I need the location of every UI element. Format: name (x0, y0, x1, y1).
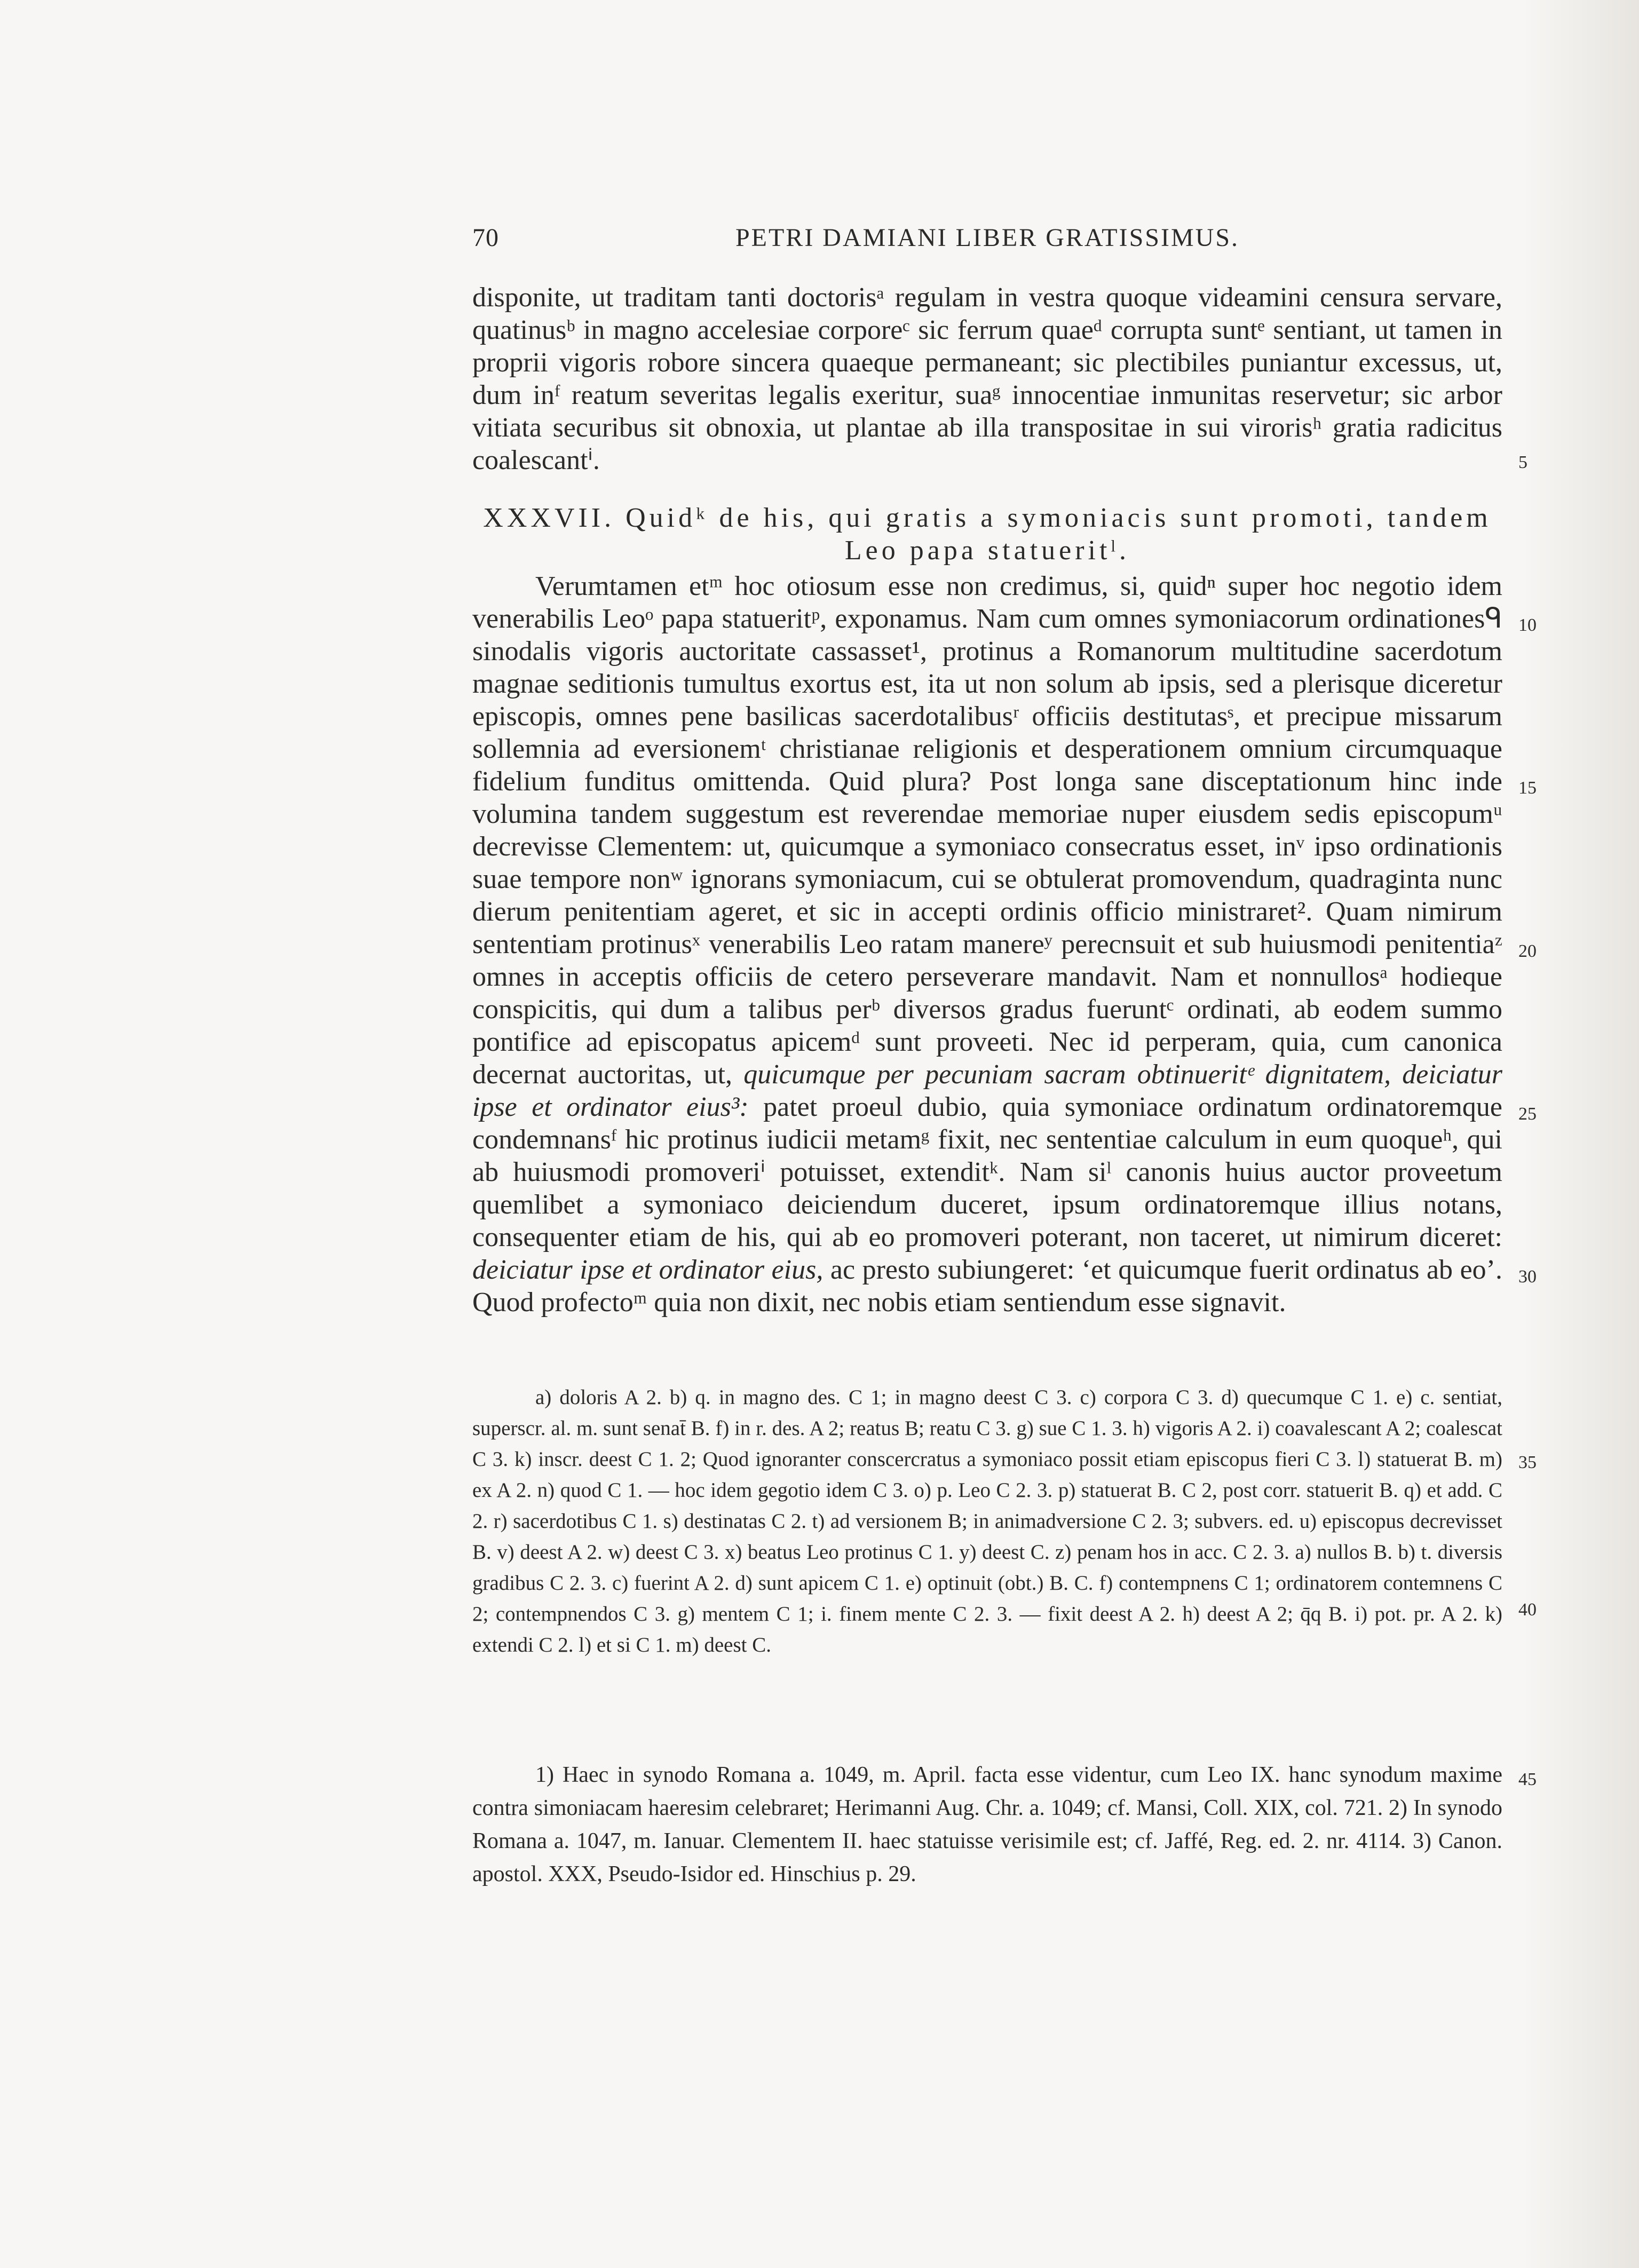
paragraph-2 (472, 570, 1502, 1319)
page-header (472, 223, 1502, 260)
running-title: PETRI DAMIANI LIBER GRATISSIMUS. (735, 224, 1240, 252)
line-number: 20 (1518, 941, 1537, 961)
paragraph-1 (472, 281, 1502, 477)
line-number: 45 (1518, 1770, 1537, 1789)
line-number: 40 (1518, 1600, 1537, 1620)
page-number: 70 (472, 224, 499, 252)
line-number: 10 (1518, 615, 1537, 635)
canon-quotation-2: deiciatur ipse et ordinator eius, (472, 1255, 824, 1285)
historical-footnotes (472, 1758, 1502, 1891)
chapter-heading: XXXVII. Quidᵏ de his, qui gratis a symoniacis sunt promoti, tandem Leo papa statueritˡ. (483, 503, 1492, 566)
paragraph-2-part-b: patet proeul dubio, quia symoniace ordinatum ordinatoremque condemnansᶠ hic protinus iudicii metamᵍ fixit, nec sententiae calculum in eum quoqueʰ, qui ab huiusmodi promoveriⁱ potuisset, extenditᵏ. Nam siˡ canonis huius auctor proveetum quemlibet a symoniaco deiciendum duceret, ipsum ordinatoremque illius notans, consequenter etiam de his, qui ab eo promoveri poterant, non taceret, ut nimirum diceret: (472, 1092, 1502, 1252)
line-number: 25 (1518, 1104, 1537, 1124)
line-number: 35 (1518, 1453, 1537, 1472)
line-number: 15 (1518, 778, 1537, 798)
paragraph-2-part-a: Verumtamen etᵐ hoc otiosum esse non credimus, si, quidⁿ super hoc negotio idem venerabilis Leoᵒ papa statueritᵖ, exponamus. Nam cum omnes symoniacorum ordinationesᑫ sinodalis vigoris auctoritate cassasset¹, protinus a Romanorum multitudine sacerdotum magnae seditionis tumultus exortus est, ita ut non solum ab ipsis, sed a plerisque diceretur episcopis, omnes pene basilicas sacerdotalibusʳ officiis destitutasˢ, et precipue missarum sollemnia ad eversionemᵗ christianae religionis et desperationem omnium circumquaque fidelium funditus omittenda. Quid plura? Post longa sane disceptationum hinc inde volumina tandem suggestum est reverendae memoriae nuper eiusdem sedis episcopumᵘ decrevisse Clementem: ut, quicumque a symoniaco consecratus esset, inᵛ ipso ordinationis suae tempore nonʷ ignorans symoniacum, cui se obtulerat promovendum, quadraginta nunc dierum penitentiam ageret, et sic in accepti ordinis officio ministraret². Quam nimirum sententiam protinusˣ venerabilis Leo ratam manereʸ perecnsuit et sub huiusmodi penitentiaᶻ omnes in acceptis officiis de cetero perseverare mandavit. Nam et nonnullosᵃ hodieque conspicitis, qui dum a talibus perᵇ diversos gradus fueruntᶜ ordinati, ab eodem summo pontifice ad episcopatus apicemᵈ sunt proveeti. Nec id perperam, quia, cum canonica decernat auctoritas, ut, (472, 571, 1502, 1090)
historical-footnotes-text: 1) Haec in synodo Romana a. 1049, m. April. facta esse videntur, cum Leo IX. hanc synodum maxime contra simoniacam haeresim celebraret; Herimanni Aug. Chr. a. 1049; cf. Mansi, Coll. XIX, col. 721. 2) In synodo Romana a. 1047, m. Ianuar. Clementem II. haec statuisse verisimile est; cf. Jaffé, Reg. ed. 2. nr. 4114. 3) Canon. apostol. XXX, Pseudo-Isidor ed. Hinschius p. 29. (472, 1763, 1502, 1886)
page-edge-shadow (1522, 0, 1639, 2268)
critical-apparatus (472, 1382, 1502, 1661)
paragraph-2-part-c: ac presto subiungeret: ‘et quicumque fuerit ordinatus ab eo’. Quod profectoᵐ quia non dixit, nec nobis etiam sentiendum esse signavit. (472, 1255, 1502, 1318)
paragraph-2-text (472, 570, 1502, 1319)
line-number: 30 (1518, 1267, 1537, 1287)
paragraph-1-text: disponite, ut traditam tanti doctorisᵃ regulam in vestra quoque videamini censura servare, quatinusᵇ in magno accelesiae corporeᶜ sic ferrum quaeᵈ corrupta suntᵉ sentiant, ut tamen in proprii vigoris robore sincera quaeque permaneant; sic plectibiles puniantur excessus, ut, dum inᶠ reatum severitas legalis exeritur, suaᵍ innocentiae inmunitas reservetur; sic arbor vitiata securibus sit obnoxia, ut plantae ab illa transpositae in sui virorisʰ gratia radicitus coalescantⁱ. (472, 282, 1502, 475)
critical-notes-text: a) doloris A 2. b) q. in magno des. C 1; in magno deest C 3. c) corpora C 3. d) quecumque C 1. e) c. sentiat, superscr. al. m. sunt senat̄ B. f) in r. des. A 2; reatus B; reatu C 3. g) sue C 1. 3. h) vigoris A 2. i) coavalescant A 2; coalescat C 3. k) inscr. deest C 1. 2; Quod ignoranter conscercratus a symoniaco possit etiam episcopus fieri C 3. l) statuerat B. m) ex A 2. n) quod C 1. — hoc idem gegotio idem C 3. o) p. Leo C 2. 3. p) statuerat B. C 2, post corr. statuerit B. q) et add. C 2. r) sacerdotibus C 1. s) destinatas C 2. t) ad versionem B; in animadversione C 2. 3; subvers. ed. u) episcopus decrevisset B. v) deest A 2. w) deest C 3. x) beatus Leo protinus C 1. y) deest C. z) penam hos in acc. C 2. 3. a) nullos B. b) t. diversis gradibus C 2. 3. c) fuerint A 2. d) sunt apicem C 1. e) optinuit (obt.) B. C. f) contempnens C 1; ordinatorem contemnens C 2; contempnendos C 3. g) mentem C 1; i. finem mente C 2. 3. — fixit deest A 2. h) deest A 2; q̄q B. i) pot. pr. A 2. k) extendi C 2. l) et si C 1. m) deest C. (472, 1386, 1502, 1656)
line-number: 5 (1518, 453, 1527, 472)
canon-quotation-1: quicumque per pecuniam sacram obtinueritᵉ dignitatem, deiciatur ipse et ordinator eius³: (472, 1059, 1502, 1122)
